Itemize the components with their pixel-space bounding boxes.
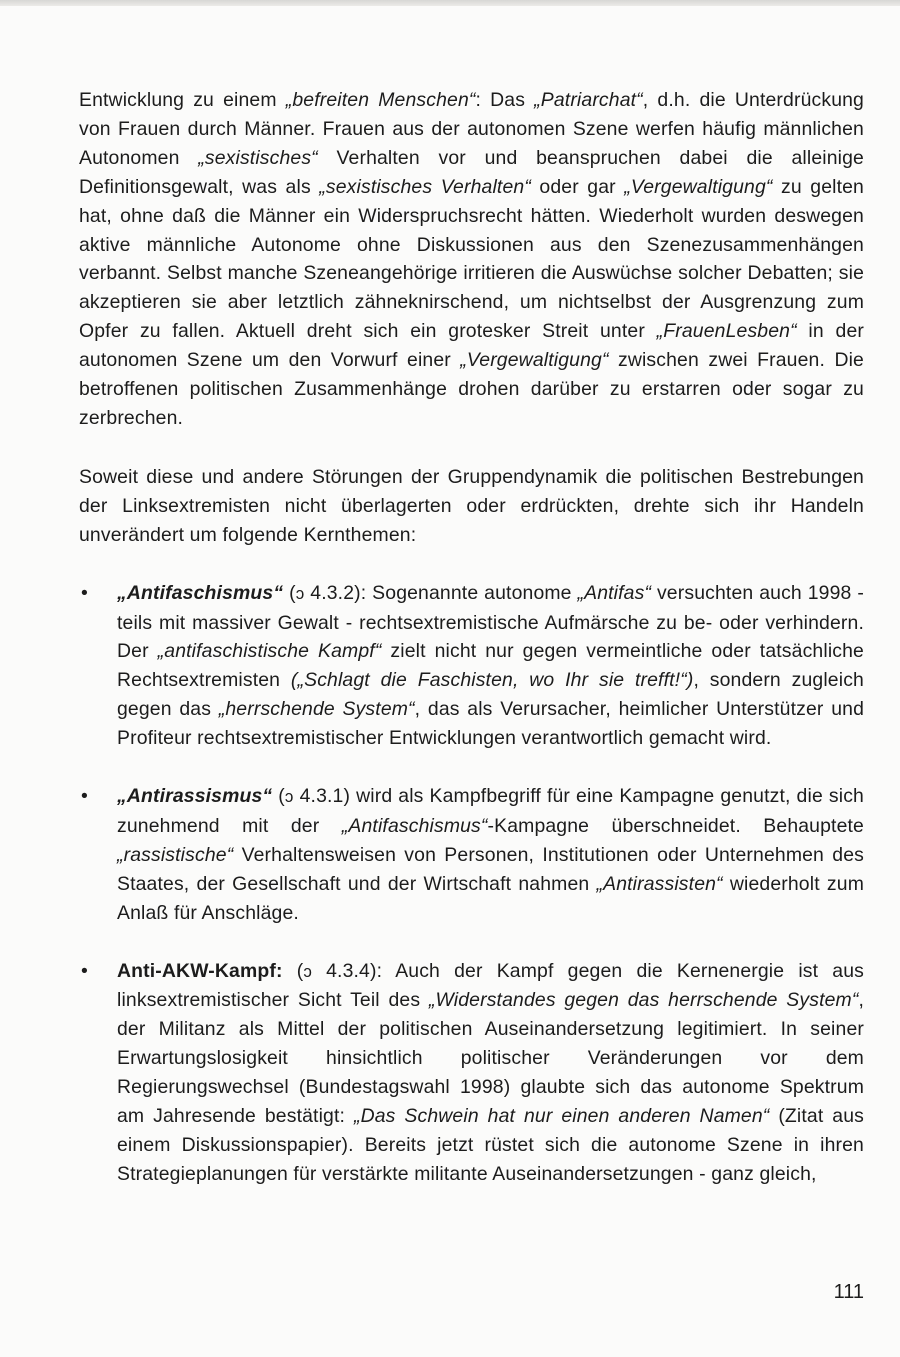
italic-term: „Das Schwein hat nur einen anderen Namen“ — [353, 1105, 770, 1128]
text-run: , das als Verursacher, heimlicher Unterstützer und Profiteur rechtsextremistischer Entwicklungen verantwortlich gemacht wird. — [117, 698, 865, 750]
text-run: zu gelten hat, ohne daß die Männer ein Widerspruchsrecht hätten. Wiederholt wurden deswegen aktive männliche Autonome ohne Diskussionen aus den Szenezusammenhängen verbannt. Selbst manche Szeneangehörige irritieren die Auswüchse solcher Debatten; sie akzeptieren sie aber letztlich zähneknirschend, um nichtselbst der Ausgrenzung zum Opfer zu fallen. Aktuell dreht sich ein grotesker Streit unter — [79, 175, 864, 343]
text-run: Soweit diese und andere Störungen der Gruppendynamik die politischen Bestrebungen der Linksextremisten nicht überlagerten oder erdrückten, drehte sich ihr Handeln unverändert um folgende Kernthemen: — [79, 465, 864, 546]
text-run: 4.3.1) wird als Kampfbegriff für eine Kampagne genutzt, die sich zunehmend mit der — [117, 785, 864, 837]
italic-term: „Antifas“ — [577, 581, 652, 604]
text-run: ( — [282, 959, 304, 982]
bold-term — [117, 582, 283, 604]
text-run: zielt nicht nur gegen vermeintliche oder tatsächliche Rechtsextremisten — [117, 640, 864, 692]
paragraph-list — [79, 86, 864, 550]
text-run: in der autonomen Szene um den Vorwurf einer — [79, 320, 864, 372]
text-run: : Das — [475, 89, 535, 111]
text-run: -Kampagne überschneidet. Behauptete — [487, 814, 864, 837]
italic-term: „Antifaschismus“ — [341, 814, 488, 837]
text-run: Verhalten vor und beanspruchen dabei die alleinige Definitionsgewalt, was als — [79, 146, 864, 198]
text-run: Verhaltensweisen von Personen, Institutionen oder Unternehmen des Staates, der Gesellschaft und der Wirtschaft nahmen — [117, 843, 864, 895]
cross-reference-arrow-icon: ↄ — [295, 583, 305, 603]
italic-term: „Widerstandes gegen das herrschende System“ — [428, 989, 859, 1012]
bold-italic-term: „Antifaschismus“ — [117, 581, 284, 604]
italic-term: „antifaschistische Kampf“ — [157, 640, 382, 663]
italic-term: „befreiten Menschen“ — [285, 89, 476, 111]
italic-term: „FrauenLesben“ — [656, 320, 797, 343]
text-run: , sondern zugleich gegen das — [117, 669, 864, 721]
italic-term: „sexistisches“ — [198, 146, 318, 169]
list-item — [79, 957, 864, 1189]
bold-term — [117, 785, 272, 807]
list-item-text — [117, 960, 864, 1185]
text-run: ( — [272, 785, 285, 808]
italic-term: „herrschende System“ — [218, 698, 415, 721]
bold-italic-term: „Antirassismus“ — [117, 785, 273, 808]
italic-term: „sexistisches Verhalten“ — [319, 175, 531, 198]
page-number: 111 — [833, 1281, 864, 1303]
italic-term: („Schlagt die Faschisten, wo Ihr sie trefft!“) — [290, 669, 694, 692]
text-run: Entwicklung zu einem — [79, 89, 286, 111]
core-topics-list — [79, 579, 864, 1189]
italic-term: „Patriarchat“ — [534, 89, 643, 111]
text-run: oder gar — [530, 175, 625, 198]
bullet-icon: • — [81, 959, 88, 982]
italic-term: „Vergewaltigung“ — [624, 175, 773, 198]
list-item-text — [117, 785, 864, 924]
page-body — [79, 86, 864, 1189]
cross-reference-arrow-icon: ↄ — [284, 787, 294, 807]
list-item — [79, 579, 864, 753]
text-run: zwischen zwei Frauen. Die betroffenen politischen Zusammenhänge drohen darüber zu erstarren oder sogar zu zerbrechen. — [79, 349, 864, 429]
paragraph — [79, 86, 864, 433]
text-run: 4.3.4): Auch der Kampf gegen die Kernenergie ist aus linksextremistischer Sicht Teil des — [117, 959, 864, 1012]
bullet-icon: • — [81, 581, 88, 604]
italic-term: „rassistische“ — [117, 843, 234, 866]
text-run: ( — [283, 581, 296, 604]
paragraph — [79, 463, 864, 550]
text-run: wiederholt zum Anlaß für Anschläge. — [117, 872, 864, 924]
italic-term: „Vergewaltigung“ — [460, 349, 609, 372]
text-run: 4.3.2): Sogenannte autonome — [304, 581, 578, 604]
bold-term: Anti-AKW-Kampf: — [117, 959, 283, 982]
list-item-text — [117, 582, 864, 750]
list-item — [79, 782, 864, 928]
text-run: , der Militanz als Mittel der politischen Auseinandersetzung legitimiert. In seiner Erwartungslosigkeit hinsichtlich politischer Veränderungen vor dem Regierungswechsel (Bundestagswahl 1998) glaubte sich das autonome Spektrum am Jahresende bestätigt: — [117, 989, 865, 1128]
bullet-icon: • — [81, 785, 88, 808]
scan-top-edge — [0, 0, 900, 6]
text-run: versuchten auch 1998 - teils mit massiver Gewalt - rechtsextremistische Aufmärsche zu be- oder verhindern. Der — [117, 581, 864, 663]
text-run: (Zitat aus einem Diskussionspapier). Bereits jetzt rüstet sich die autonome Szene in ihren Strategieplanungen für verstärkte militante Auseinandersetzungen - ganz gleich, — [117, 1105, 865, 1185]
text-run: , d.h. die Unterdrückung von Frauen durch Männer. Frauen aus der autonomen Szene werfen häufig männlichen Autonomen — [79, 89, 864, 169]
italic-term: „Antirassisten“ — [596, 872, 723, 895]
cross-reference-arrow-icon: ↄ — [303, 961, 312, 981]
